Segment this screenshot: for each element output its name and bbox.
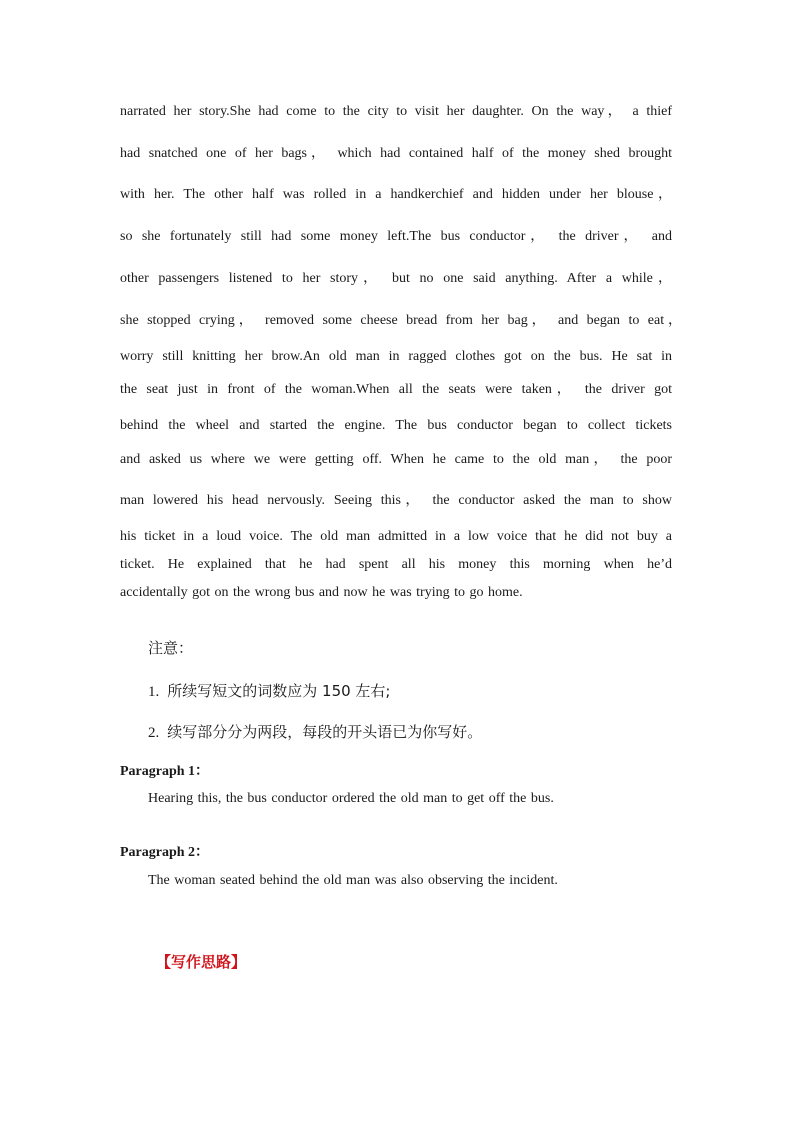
story-line: the seat just in front of the woman.When all the seats were taken， the driver got	[120, 382, 672, 397]
note-number: 2.	[148, 725, 160, 741]
story-line: man lowered his head nervously. Seeing this， the conductor asked the man to show	[120, 493, 672, 508]
note-number: 1.	[148, 684, 160, 700]
paragraph-2-label: Paragraph 2：	[120, 845, 210, 860]
writing-approach-heading: 【写作思路】	[156, 953, 247, 971]
story-line: and asked us where we were getting off. When he came to the old man， the poor	[120, 452, 672, 467]
story-line: worry still knitting her brow.An old man in ragged clothes got on the bus. He sat in	[120, 349, 672, 364]
note-item	[148, 681, 390, 702]
story-line: accidentally got on the wrong bus and now he was trying to go home.	[120, 585, 523, 600]
story-line: other passengers listened to her story， but no one said anything. After a while，	[120, 271, 672, 286]
notes-title: 注意：	[148, 639, 194, 657]
story-line: behind the wheel and started the engine. The bus conductor began to collect tickets	[120, 418, 672, 433]
paragraph-2-starter: The woman seated behind the old man was also observing the incident.	[148, 873, 558, 888]
note-item	[148, 722, 482, 743]
story-line: had snatched one of her bags， which had contained half of the money shed brought	[120, 146, 672, 161]
note-text: 所续写短文的词数应为 150 左右;	[167, 682, 391, 700]
story-line: she stopped crying， removed some cheese bread from her bag， and began to eat，	[120, 313, 682, 328]
story-line: his ticket in a loud voice. The old man admitted in a low voice that he did not buy a	[120, 529, 672, 544]
paragraph-1-label: Paragraph 1：	[120, 764, 210, 779]
story-line: so she fortunately still had some money left.The bus conductor， the driver， and	[120, 229, 672, 244]
paragraph-1-starter: Hearing this, the bus conductor ordered the old man to get off the bus.	[148, 791, 554, 806]
note-text: 续写部分分为两段，每段的开头语已为你写好。	[167, 723, 483, 741]
story-line: ticket. He explained that he had spent all his money this morning when he’d	[120, 557, 672, 572]
story-line: with her. The other half was rolled in a handkerchief and hidden under her blouse，	[120, 187, 672, 202]
story-line: narrated her story.She had come to the city to visit her daughter. On the way， a thief	[120, 104, 672, 119]
